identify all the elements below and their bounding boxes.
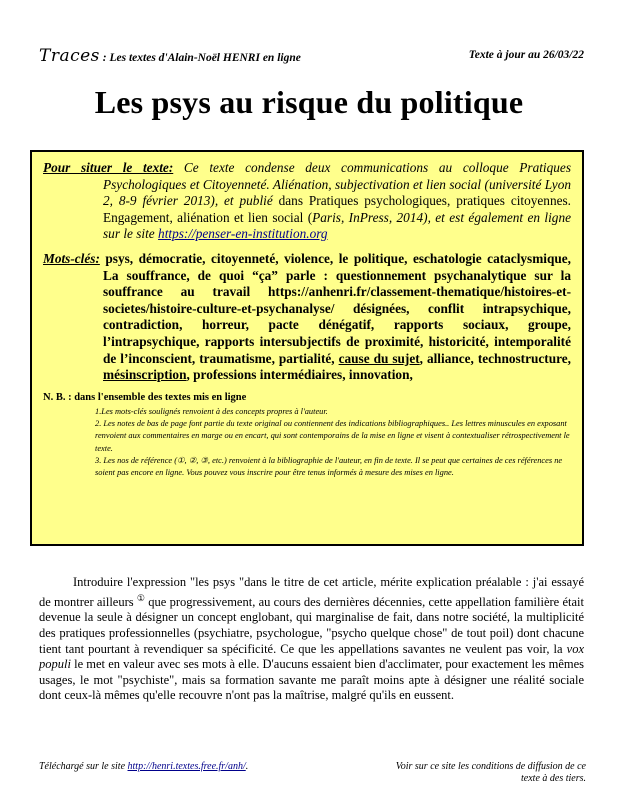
nb-note-2: 2. Les notes de bas de page font partie du texte original ou contiennent des indications bibliographiques.. Les lettres minuscules en exposant renvoient aux commentaires en marge ou en encart, qui sont contemporains de la mise en ligne et visent à contextualiser rétrospectivement le texte. [95, 419, 570, 453]
context-text-2: Pratiques psychologiques, pratiques citoyennes. Engagement, aliénation et lien social ( [103, 193, 572, 225]
context-label: Pour situer le texte: [43, 160, 174, 175]
vox-populi: vox populi [39, 641, 584, 672]
nb-label: N. B. [43, 391, 66, 403]
context-paragraph [43, 160, 571, 243]
nb-note-3: 3. Les nos de référence (①, ②, ③, etc.) renvoient à la bibliographie de l'auteur, en fin de texte. Il se peut que certaines de ces références ne soient pas encore en ligne. Vous pouvez vous inscrire pour être tenus informés à mesure des mises en ligne. [95, 455, 563, 478]
page-header [39, 46, 584, 66]
context-text-1: Ce texte condense deux communications au colloque Pratiques Psychologiques et Citoyenneté. Aliénation, subjectivation et lien social (université Lyon 2, 8-9 février 2013), et publié [103, 160, 571, 209]
intro-text-2: que progressivement, au cours des dernières décennies, cette appellation familière était devenue la seule à désigner un concept englobant, qui marginalise de fait, dans notre société, la multiplicité des pratiques professionnelles (psychiatre, psychologue, "psycho quelque chose" de tout poil) dont chacune tient tant pourtant à revendiquer sa spécificité. Ce que les appellations savantes ne veulent pas voir, la [39, 594, 584, 656]
nb-title: : dans l'ensemble des textes mis en ligne [65, 391, 247, 403]
context-publisher: Paris, InPress, 2014 [312, 209, 424, 225]
context-site-link[interactable]: https://penser-en-institution.org [158, 226, 328, 242]
brand-logo: Traces [39, 46, 100, 66]
nb-note-1: 1.Les mots-clés soulignés renvoient à des concepts propres à l'auteur. [95, 406, 328, 416]
keywords-paragraph [43, 251, 571, 384]
keywords-text-3: , professions intermédiaires, innovation, [186, 367, 413, 383]
reference-marker: ① [136, 592, 146, 603]
keywords-label: Mots-clés: [43, 250, 100, 266]
context-dans: dans [278, 193, 303, 209]
download-text: Téléchargé sur le site [39, 761, 128, 772]
header-subtitle: : Les textes d'Alain-Noël HENRI en ligne [99, 52, 301, 64]
keywords-text-2: , alliance, technostructure, [419, 350, 572, 366]
keyword-mesinscription: mésinscription [103, 367, 187, 383]
keyword-cause-du-sujet: cause du sujet [338, 350, 420, 366]
intro-paragraph [39, 575, 584, 704]
diffusion-note: Voir sur ce site les conditions de diffusion de ce texte à des tiers. [395, 761, 586, 784]
download-note [39, 761, 248, 772]
download-end: . [245, 761, 249, 772]
document-title: Les psys au risque du politique [94, 84, 524, 120]
download-link[interactable]: http://henri.textes.free.fr/anh/ [127, 761, 246, 772]
nb-section [43, 392, 571, 480]
context-text-3: ), et est également en ligne sur le site [103, 209, 571, 242]
nb-notes [95, 406, 571, 480]
intro-text-1: Introduire l'expression "les psys "dans le titre de cet article, mérite explication préalable : j'ai essayé de montrer ailleurs [39, 575, 584, 609]
keywords-text-1: psys, démocratie, citoyenneté, violence, le politique, eschatologie cataclysmique, La souffrance, de quoi “ça” parle : questionnement psychanalytique sur la souffrance au travail https://anhenri.fr/classement-thematique/histoires-et-societes/histoire-culture-et-psychanalyse/ désignées, conflit intrapsychique, contradiction, horreur, pacte dénégatif, rapports sociaux, groupe, l’intrapsychique, rapports intersubjectifs de proximité, historicité, intemporalité de l’inconscient, traumatisme, partialité, [99, 250, 571, 366]
intro-text-3: le met en valeur avec ses mots à elle. D'aucuns essaient bien d'acclimater, pour exactement les mêmes usages, le mot "psychiste", mais sa formation savante me paraît moins apte à désigner une réalité sociale dont ceux-là mêmes qu'elle recouvre n'ont pas la maîtrise, malgré qu'ils en eussent. [39, 657, 584, 703]
context-box [30, 150, 584, 546]
update-date: Texte à jour au 26/03/22 [468, 49, 584, 61]
